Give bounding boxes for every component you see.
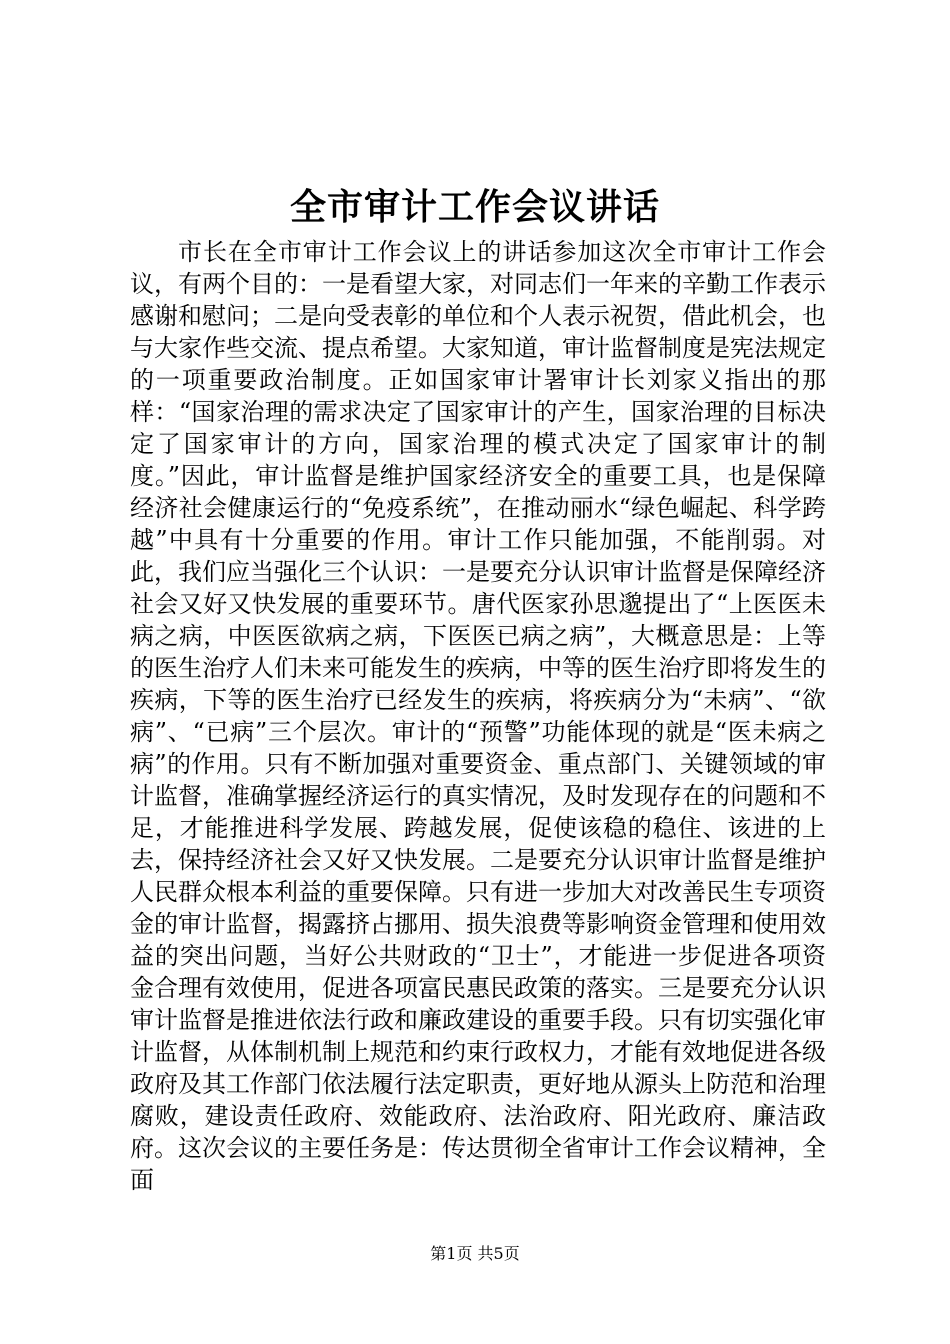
page-footer: 第1页 共5页 — [430, 1244, 520, 1263]
document-title: 全市审计工作会议讲话 — [289, 187, 660, 228]
body-paragraph: 市长在全市审计工作会议上的讲话参加这次全市审计工作会议，有两个目的：一是看望大家，对同志们一年来的辛勤工作表示感谢和慰问；二是向受表彰的单位和个人表示祝贺，借此机会，也与大家作些交流、提点希望。大家知道，审计监督制度是宪法规定的一项重要政治制度。正如国家审计署审计长刘家义指出的那样：“国家治理的需求决定了国家审计的产生，国家治理的目标决定了国家审计的方向，国家治理的模式决定了国家审计的制度。”因此，审计监督是维护国家经济安全的重要工具，也是保障经济社会健康运行的“免疫系统”，在推动丽水“绿色崛起、科学跨越”中具有十分重要的作用。审计工作只能加强，不能削弱。对此，我们应当强化三个认识：一是要充分认识审计监督是保障经济社会又好又快发展的重要环节。唐代医家孙思邈提出了“上医医未病之病，中医医欲病之病，下医医已病之病”，大概意思是：上等的医生治疗人们未来可能发生的疾病，中等的医生治疗即将发生的疾病，下等的医生治疗已经发生的疾病，将疾病分为“未病”、“欲病”、“已病”三个层次。审计的“预警”功能体现的就是“医未病之病”的作用。只有不断加强对重要资金、重点部门、关键领域的审计监督，准确掌握经济运行的真实情况，及时发现存在的问题和不足，才能推进科学发展、跨越发展，促使该稳的稳住、该进的上去，保持经济社会又好又快发展。二是要充分认识审计监督是维护人民群众根本利益的重要保障。只有进一步加大对改善民生专项资金的审计监督，揭露挤占挪用、损失浪费等影响资金管理和使用效益的突出问题，当好公共财政的“卫士”，才能进一步促进各项资金合理有效使用，促进各项富民惠民政策的落实。三是要充分认识审计监督是推进依法行政和廉政建设的重要手段。只有切实强化审计监督，从体制机制上规范和约束行政权力，才能有效地促进各级政府及其工作部门依法履行法定职责，更好地从源头上防范和治理腐败，建设责任政府、效能政府、法治政府、阳光政府、廉洁政府。这次会议的主要任务是：传达贯彻全省审计工作会议精神，全面 — [130, 238, 826, 1194]
